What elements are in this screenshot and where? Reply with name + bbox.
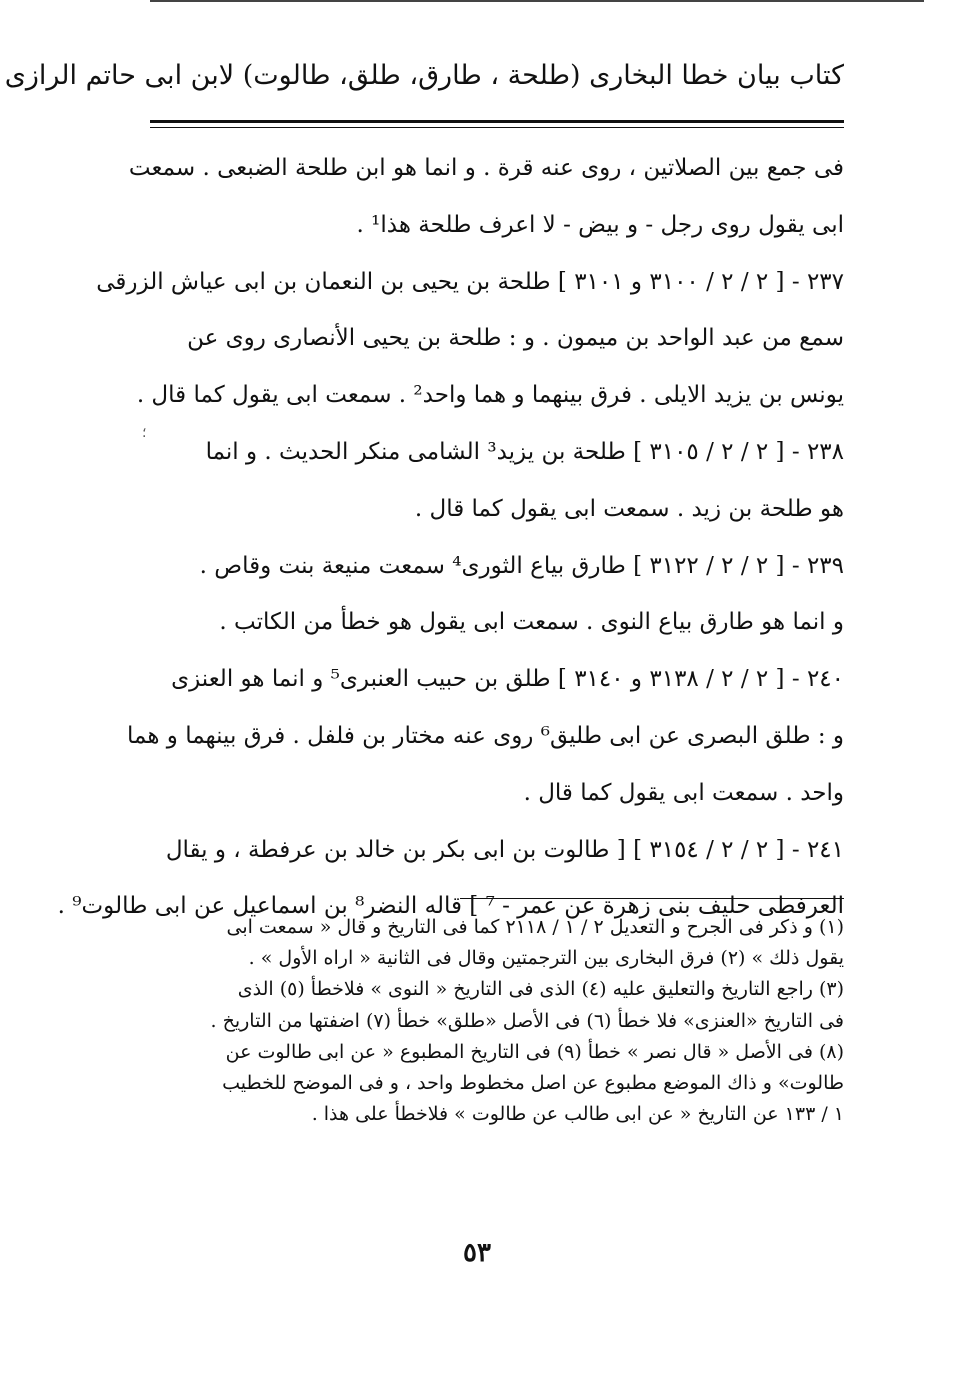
top-edge-line	[150, 0, 924, 6]
footnote-line: فى التاريخ «العنزى» فلا خطأ (٦) فى الأصل «طلق» خطأ (٧) اضفتها من التاريخ .	[210, 1009, 844, 1032]
text-line: العرفطى حليف بنى زهرة عن عمر - ⁷ ] قاله النضر⁸ بن اسماعيل عن ابى طالوت⁹ .	[57, 893, 844, 920]
entry-237-heading: ٢٣٧ - [ ٢ / ٢ / ٣١٠٠ و ٣١٠١ ] طلحة بن يحيى بن النعمان بن ابى عياش الزرقى	[96, 268, 844, 295]
footnote-line: (١) و ذكر فى الجرح و التعديل ٢ / ١ / ٢١١٨ كما فى التاريخ و قال « سمعت ابى	[226, 916, 844, 938]
footnote-rule	[460, 898, 844, 899]
entry-241-heading: ٢٤١ - [ ٢ / ٢ / ٣١٥٤ ] [ طالوت بن ابى بكر بن خالد بن عرفطة ، و يقال	[165, 836, 844, 863]
footnotes	[165, 912, 844, 1130]
text-line: و : طلق البصرى عن ابى طليق⁶ روى عنه مختار بن فلفل . فرق بينهما و هما	[127, 722, 844, 749]
entry-239-heading: ٢٣٩ - [ ٢ / ٢ / ٣١٢٢ ] طارق بياع الثورى⁴ سمعت منيعة بنت وقاص .	[199, 552, 844, 579]
footnote-line: طالوت» و ذاك الموضع مطبوع عن اصل مخطوط واحد ، و فى الموضح للخطيب	[222, 1071, 844, 1094]
text-line: يونس بن يزيد الايلى . فرق بينهما و هما واحد² . سمعت ابى يقول كما قال .	[136, 382, 844, 409]
text-line: فى جمع بين الصلاتين ، روى عنه قرة . و انما هو ابن طلحة الضبعى . سمعت	[128, 155, 844, 181]
entry-240-heading: ٢٤٠ - [ ٢ / ٢ / ٣١٣٨ و ٣١٤٠ ] طلق بن حبيب العنبرى⁵ و انما هو العنزى	[171, 666, 844, 693]
footnote-line: (٨) فى الأصل « قال نصر » خطأ (٩) فى التاريخ المطبوع « عن ابى طالوت عن	[225, 1040, 844, 1063]
margin-mark: ؛	[142, 425, 147, 441]
main-text	[57, 140, 844, 935]
footnote-line: (٣) راجع التاريخ والتعليق عليه (٤) الذى فى التاريخ « النوى » فلاخطأ (٥) الذى	[237, 978, 844, 1001]
text-line: ابى يقول روى رجل - و بيض - لا اعرف طلحة هذا¹ .	[356, 211, 844, 238]
running-header: كتاب بيان خطا البخارى (طلحة ، طارق، طلق، طالوت) لابن ابى حاتم الرازى	[4, 60, 844, 91]
text-line: و انما هو طارق بياع النوى . سمعت ابى يقول هو خطأ من الكاتب .	[219, 609, 844, 636]
header-rule-thin	[150, 127, 844, 128]
footnote-line: يقول ذلك » (٢) فرق البخارى بين الترجمتين وقال فى الثانية « اراه الأول » .	[248, 947, 844, 970]
header-rule-thick	[150, 120, 844, 123]
page-number: ٥٣	[463, 1238, 491, 1268]
footnote-line: ١ / ١٣٣ عن التاريخ « عن ابى طالب عن طالوت » فلاخطأ على هذا .	[311, 1103, 844, 1126]
text-line: سمع من عبد الواحد بن ميمون . و : طلحة بن يحيى الأنصارى روى عن	[187, 325, 844, 352]
entry-238-heading: ٢٣٨ - [ ٢ / ٢ / ٣١٠٥ ] طلحة بن يزيد³ الشامى منكر الحديث . و انما	[205, 438, 844, 465]
text-line: واحد . سمعت ابى يقول كما قال .	[523, 779, 844, 806]
text-line: هو طلحة بن زيد . سمعت ابى يقول كما قال .	[414, 495, 844, 522]
